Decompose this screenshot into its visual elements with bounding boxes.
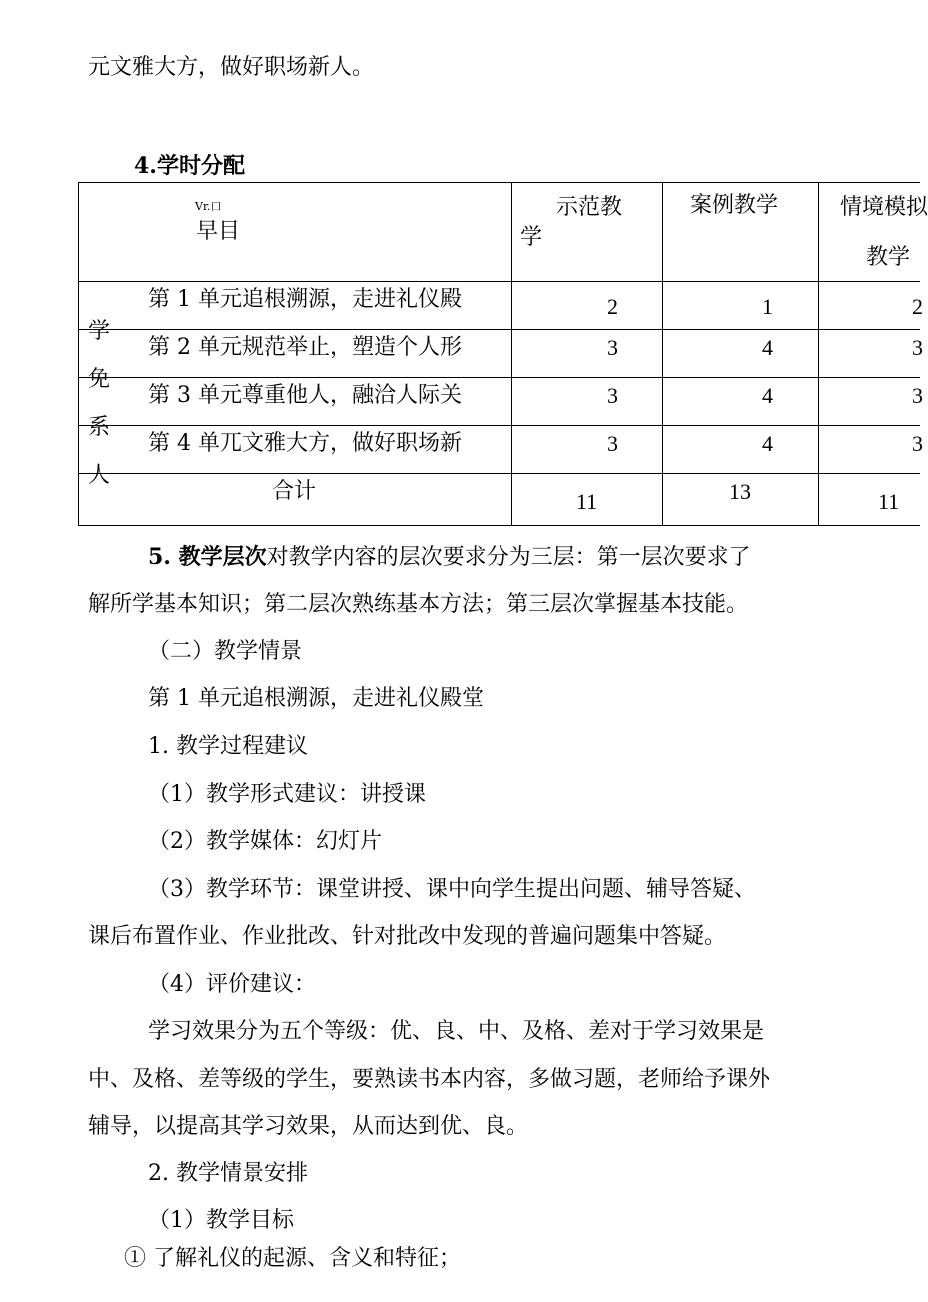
- header-scenario-teaching-cont: 教学: [866, 245, 911, 270]
- row-label: 第 1 单元追根溯源，走进礼仪殿: [148, 287, 462, 312]
- section-heading: （二）教学情景: [148, 639, 303, 664]
- header-case-teaching: 案例教学: [690, 193, 779, 218]
- paragraph-line: 辅导，以提高其学习效果，从而达到优、良。: [88, 1114, 529, 1139]
- side-char: 学: [88, 319, 111, 344]
- list-item: （2）教学媒体：幻灯片: [148, 829, 382, 854]
- total-cell: 11: [576, 489, 598, 514]
- list-item: ① 了解礼仪的起源、含义和特征；: [124, 1246, 461, 1271]
- row-cell: 3: [912, 383, 923, 408]
- row-cell: 3: [912, 335, 923, 360]
- row-cell: 3: [607, 431, 618, 456]
- header-demo-teaching: 示范教: [556, 195, 623, 220]
- list-heading: 2. 教学情景安排: [148, 1161, 308, 1186]
- table-corner-label-bottom: 早目: [196, 219, 241, 244]
- list-item: （3）教学环节：课堂讲授、课中向学生提出问题、辅导答疑、: [148, 877, 756, 902]
- row-cell: 4: [762, 383, 773, 408]
- total-label: 合计: [272, 479, 317, 504]
- list-item: （4）评价建议：: [148, 972, 316, 997]
- row-cell: 4: [762, 335, 773, 360]
- section-heading: 4.学时分配: [134, 153, 245, 179]
- row-label: 第 3 单元尊重他人，融洽人际关: [148, 383, 462, 408]
- row-cell: 3: [607, 335, 618, 360]
- row-cell: 1: [762, 294, 773, 319]
- paragraph-line: 学习效果分为五个等级：优、良、中、及格、差对于学习效果是: [148, 1019, 765, 1044]
- paragraph-line: 解所学基本知识；第二层次熟练基本方法；第三层次掌握基本技能。: [88, 592, 749, 617]
- row-cell: 2: [912, 294, 923, 319]
- unit-title: 第 1 单元追根溯源，走进礼仪殿堂: [148, 686, 484, 711]
- side-char: 系: [88, 415, 111, 440]
- total-cell: 11: [878, 489, 900, 514]
- side-char: 免: [88, 367, 111, 392]
- list-item: （1）教学形式建议：讲授课: [148, 782, 426, 807]
- level-heading: 5. 教学层次: [148, 544, 267, 570]
- list-item: （1）教学目标: [148, 1208, 294, 1233]
- paragraph-line: 元文雅大方，做好职场新人。: [88, 55, 375, 80]
- paragraph-line: 5. 教学层次对教学内容的层次要求分为三层：第一层次要求了: [148, 544, 751, 570]
- row-cell: 4: [762, 431, 773, 456]
- side-char: 人: [88, 463, 111, 488]
- row-label: 第 4 单兀文雅大方，做好职场新: [148, 431, 462, 456]
- paragraph-line: 中、及格、差等级的学生，要熟读书本内容，多做习题，老师给予课外: [88, 1067, 771, 1092]
- total-cell: 13: [729, 479, 751, 504]
- row-cell: 2: [607, 294, 618, 319]
- paragraph-line: 课后布置作业、作业批改、针对批改中发现的普遍问题集中答疑。: [88, 924, 727, 949]
- table-corner-label: Vr.口: [195, 200, 222, 213]
- header-scenario-teaching: 情境模拟: [840, 195, 928, 220]
- list-heading: 1. 教学过程建议: [148, 734, 308, 759]
- header-demo-teaching-cont: 学: [520, 225, 543, 250]
- row-cell: 3: [912, 431, 923, 456]
- row-cell: 3: [607, 383, 618, 408]
- row-label: 第 2 单元规范举止，塑造个人形: [148, 335, 462, 360]
